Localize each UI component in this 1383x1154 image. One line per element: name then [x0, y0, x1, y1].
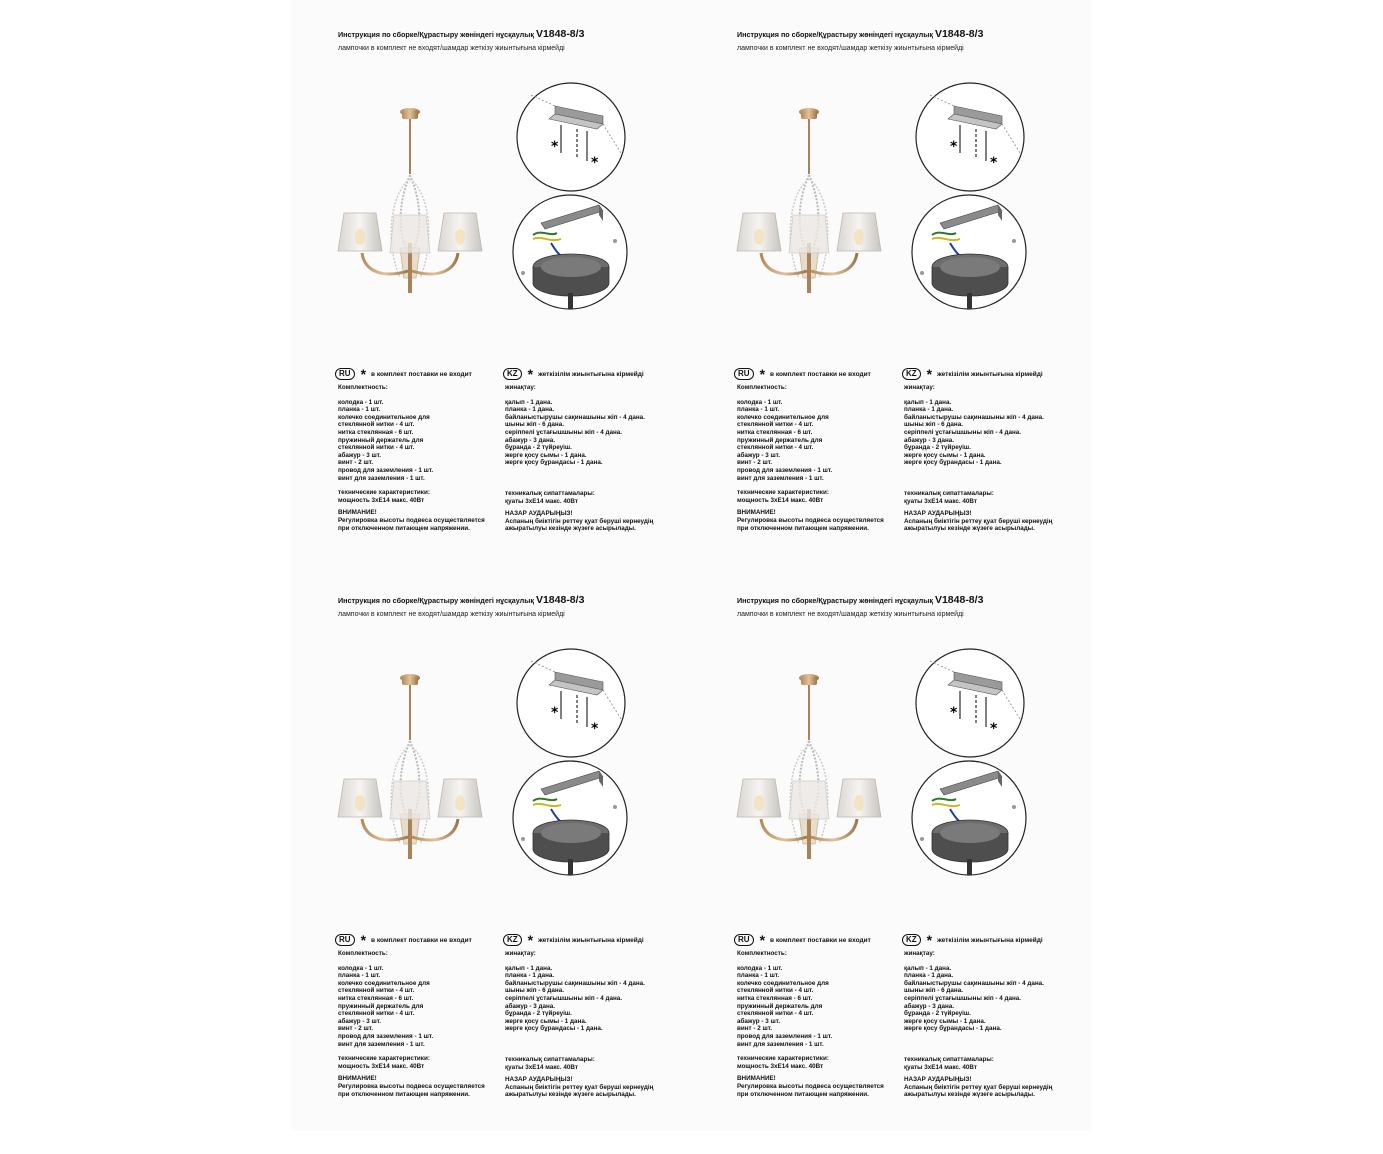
contents-item: қалып - 1 дана.: [505, 398, 553, 406]
chandelier-illustration: [330, 103, 490, 298]
legend-text-kz: жеткізілім жиынтығына кірмейді: [937, 370, 1043, 378]
tech-value: қуаты 3xE14 макс. 40Вт: [904, 1063, 977, 1071]
legend-ru: [734, 934, 871, 946]
tech-heading: технические характеристики:: [737, 489, 829, 497]
warning-line: ажыратылуы кезінде жүзеге асырылады.: [505, 525, 636, 533]
tech-heading: технические характеристики:: [737, 1055, 829, 1063]
instruction-title: [737, 28, 983, 40]
contents-list: [505, 965, 675, 1033]
model-number: V1848-8/3: [535, 594, 585, 606]
contents-item: винт - 2 шт.: [737, 1025, 773, 1033]
contents-item: абажур - 3 дана.: [904, 436, 955, 444]
contents-heading: жинақтау:: [904, 384, 935, 391]
contents-item: колечко соединительное для: [737, 979, 829, 987]
contents-item: колодка - 1 шт.: [737, 398, 783, 406]
instruction-panel: [737, 28, 1127, 588]
instruction-title: [338, 28, 584, 40]
title-text: Инструкция по сборке/Құрастыру жөніндегі нұсқаулық: [338, 30, 534, 39]
bulbs-note: лампочки в комплект не входят/шамдар жеткізу жиынтығына кірмейді: [338, 45, 565, 52]
contents-item: провод для заземления - 1 шт.: [338, 1032, 434, 1040]
contents-item: шыны жіп - 6 дана.: [505, 421, 564, 429]
contents-item: стеклянной нитки - 4 шт.: [338, 421, 415, 429]
mounting-plate-diagram: [515, 647, 627, 759]
contents-item: нитка стеклянная - 6 шт.: [737, 428, 813, 436]
warning-line: Аспаның биіктігін реттеу қуат беруші кернеудің: [505, 517, 654, 525]
contents-item: байланыстырушы сақинашыны жіп - 4 дана.: [904, 413, 1044, 421]
contents-heading: жинақтау:: [505, 384, 536, 391]
contents-item: нитка стеклянная - 6 шт.: [737, 994, 813, 1002]
kz-badge: KZ: [503, 934, 522, 946]
contents-list: [338, 399, 498, 483]
contents-item: стеклянной нитки - 4 шт.: [737, 444, 814, 452]
star-marker: *: [360, 932, 367, 948]
contents-item: пружинный держатель для: [338, 436, 424, 444]
tech-value: қуаты 3xE14 макс. 40Вт: [505, 1063, 578, 1071]
bulbs-note: лампочки в комплект не входят/шамдар жеткізу жиынтығына кірмейді: [737, 45, 964, 52]
warning-line: при отключенном питающем напряжении.: [338, 524, 470, 532]
contents-item: планка - 1 дана.: [505, 406, 555, 414]
star-marker: *: [990, 721, 998, 737]
canopy-wiring-diagram: [511, 193, 629, 311]
warning-line: ажыратылуы кезінде жүзеге асырылады.: [904, 525, 1035, 533]
warning-line: Регулировка высоты подвеса осуществляется: [338, 1082, 485, 1090]
contents-item: стеклянной нитки - 4 шт.: [338, 1010, 415, 1018]
contents-list: [737, 965, 897, 1049]
tech-heading: техникалық сипаттамалары:: [904, 489, 994, 497]
canopy-wiring-diagram: [511, 759, 629, 877]
legend-text-ru: в комплект поставки не входит: [770, 936, 871, 944]
contents-item: бұранда - 2 түйреуіш.: [505, 444, 572, 452]
contents-item: жерге қосу бұрандасы - 1 дана.: [505, 1025, 603, 1033]
contents-item: винт - 2 шт.: [737, 459, 773, 467]
contents-item: колечко соединительное для: [338, 979, 430, 987]
contents-item: байланыстырушы сақинашыны жіп - 4 дана.: [904, 979, 1044, 987]
contents-item: планка - 1 шт.: [737, 972, 780, 980]
warning-heading: НАЗАР АУДАРЫҢЫЗ!: [904, 1076, 972, 1084]
warning-line: Аспаның биіктігін реттеу қуат беруші кернеудің: [505, 1083, 654, 1091]
star-marker: *: [591, 155, 599, 171]
star-marker: *: [926, 932, 933, 948]
kz-badge: KZ: [902, 934, 921, 946]
contents-heading: жинақтау:: [505, 950, 536, 957]
contents-item: шыны жіп - 6 дана.: [505, 987, 564, 995]
legend-kz: [902, 368, 1043, 380]
warning-line: ажыратылуы кезінде жүзеге асырылады.: [505, 1091, 636, 1099]
model-number: V1848-8/3: [934, 28, 984, 40]
legend-text-ru: в комплект поставки не входит: [371, 936, 472, 944]
legend-text-kz: жеткізілім жиынтығына кірмейді: [538, 370, 644, 378]
contents-item: жерге қосу сымы - 1 дана.: [904, 451, 986, 459]
tech-heading: технические характеристики:: [338, 1055, 430, 1063]
contents-item: стеклянной нитки - 4 шт.: [338, 987, 415, 995]
warning-line: ажыратылуы кезінде жүзеге асырылады.: [904, 1091, 1035, 1099]
star-marker: *: [926, 366, 933, 382]
contents-item: бұранда - 2 түйреуіш.: [904, 1010, 971, 1018]
contents-item: абажур - 3 дана.: [505, 1002, 556, 1010]
contents-item: абажур - 3 шт.: [338, 451, 381, 459]
contents-ru: [338, 384, 498, 532]
warning-line: Регулировка высоты подвеса осуществляется: [737, 516, 884, 524]
warning-line: при отключенном питающем напряжении.: [737, 524, 869, 532]
contents-item: нитка стеклянная - 6 шт.: [338, 994, 414, 1002]
kz-badge: KZ: [503, 368, 522, 380]
star-marker: *: [950, 705, 958, 721]
star-marker: *: [360, 366, 367, 382]
star-marker: *: [551, 139, 559, 155]
contents-item: винт для заземления - 1 шт.: [737, 474, 824, 482]
mounting-plate-diagram: [914, 647, 1026, 759]
tech-value: мощность 3xE14 макс. 40Вт: [737, 496, 824, 504]
ru-badge: RU: [734, 368, 754, 380]
contents-kz: [505, 950, 675, 1099]
canopy-wiring-diagram: [910, 193, 1028, 311]
contents-kz: [904, 384, 1074, 533]
title-text: Инструкция по сборке/Құрастыру жөніндегі нұсқаулық: [737, 596, 933, 605]
contents-kz: [505, 384, 675, 533]
canopy-wiring-diagram: [910, 759, 1028, 877]
star-marker: *: [551, 705, 559, 721]
star-marker: *: [527, 366, 534, 382]
contents-item: планка - 1 дана.: [904, 972, 954, 980]
contents-item: винт - 2 шт.: [338, 1025, 374, 1033]
legend-text-kz: жеткізілім жиынтығына кірмейді: [538, 936, 644, 944]
title-text: Инструкция по сборке/Құрастыру жөніндегі нұсқаулық: [737, 30, 933, 39]
contents-item: жерге қосу бұрандасы - 1 дана.: [904, 1025, 1002, 1033]
warning-line: Аспаның биіктігін реттеу қуат беруші кернеудің: [904, 1083, 1053, 1091]
contents-item: пружинный держатель для: [338, 1002, 424, 1010]
contents-item: колечко соединительное для: [338, 413, 430, 421]
contents-item: жерге қосу сымы - 1 дана.: [505, 451, 587, 459]
legend-kz: [503, 934, 644, 946]
contents-item: жерге қосу сымы - 1 дана.: [505, 1017, 587, 1025]
contents-item: абажур - 3 шт.: [737, 1017, 780, 1025]
contents-item: қалып - 1 дана.: [904, 964, 952, 972]
contents-heading: Комплектность:: [737, 950, 787, 957]
contents-item: серіппелі ұстағышшыны жіп - 4 дана.: [904, 428, 1022, 436]
star-marker: *: [950, 139, 958, 155]
warning-heading: ВНИМАНИЕ!: [338, 509, 377, 517]
warning-heading: ВНИМАНИЕ!: [338, 1075, 377, 1083]
warning-line: Аспаның биіктігін реттеу қуат беруші кернеудің: [904, 517, 1053, 525]
contents-item: жерге қосу бұрандасы - 1 дана.: [904, 459, 1002, 467]
chandelier-illustration: [330, 669, 490, 864]
mounting-plate-diagram: [515, 81, 627, 193]
star-marker: *: [990, 155, 998, 171]
warning-heading: ВНИМАНИЕ!: [737, 509, 776, 517]
tech-heading: техникалық сипаттамалары:: [505, 489, 595, 497]
contents-item: колечко соединительное для: [737, 413, 829, 421]
warning-line: при отключенном питающем напряжении.: [338, 1090, 470, 1098]
contents-item: серіппелі ұстағышшыны жіп - 4 дана.: [505, 428, 623, 436]
ru-badge: RU: [335, 368, 355, 380]
contents-item: стеклянной нитки - 4 шт.: [737, 987, 814, 995]
chandelier-illustration: [729, 103, 889, 298]
contents-item: қалып - 1 дана.: [904, 398, 952, 406]
contents-heading: Комплектность:: [338, 950, 388, 957]
contents-item: шыны жіп - 6 дана.: [904, 987, 963, 995]
warning-heading: ВНИМАНИЕ!: [737, 1075, 776, 1083]
contents-item: пружинный держатель для: [737, 1002, 823, 1010]
legend-kz: [503, 368, 644, 380]
contents-heading: жинақтау:: [904, 950, 935, 957]
tech-value: мощность 3xE14 макс. 40Вт: [338, 496, 425, 504]
bulbs-note: лампочки в комплект не входят/шамдар жеткізу жиынтығына кірмейді: [737, 611, 964, 618]
tech-value: мощность 3xE14 макс. 40Вт: [338, 1062, 425, 1070]
model-number: V1848-8/3: [535, 28, 585, 40]
contents-ru: [338, 950, 498, 1098]
star-marker: *: [759, 366, 766, 382]
tech-heading: техникалық сипаттамалары:: [505, 1055, 595, 1063]
ru-badge: RU: [335, 934, 355, 946]
contents-item: провод для заземления - 1 шт.: [737, 466, 833, 474]
contents-item: нитка стеклянная - 6 шт.: [338, 428, 414, 436]
tech-value: мощность 3xE14 макс. 40Вт: [737, 1062, 824, 1070]
contents-item: винт для заземления - 1 шт.: [338, 474, 425, 482]
contents-item: винт для заземления - 1 шт.: [338, 1040, 425, 1048]
legend-ru: [335, 934, 472, 946]
contents-heading: Комплектность:: [737, 384, 787, 391]
warning-heading: НАЗАР АУДАРЫҢЫЗ!: [904, 510, 972, 518]
contents-item: провод для заземления - 1 шт.: [338, 466, 434, 474]
model-number: V1848-8/3: [934, 594, 984, 606]
star-marker: *: [759, 932, 766, 948]
contents-list: [904, 965, 1074, 1033]
tech-heading: технические характеристики:: [338, 489, 430, 497]
contents-item: винт - 2 шт.: [338, 459, 374, 467]
contents-list: [737, 399, 897, 483]
contents-item: жерге қосу сымы - 1 дана.: [904, 1017, 986, 1025]
tech-value: қуаты 3xE14 макс. 40Вт: [904, 497, 977, 505]
contents-item: жерге қосу бұрандасы - 1 дана.: [505, 459, 603, 467]
contents-item: абажур - 3 шт.: [737, 451, 780, 459]
warning-heading: НАЗАР АУДАРЫҢЫЗ!: [505, 1076, 573, 1084]
contents-item: стеклянной нитки - 4 шт.: [338, 444, 415, 452]
contents-item: стеклянной нитки - 4 шт.: [737, 1010, 814, 1018]
chandelier-illustration: [729, 669, 889, 864]
contents-item: винт для заземления - 1 шт.: [737, 1040, 824, 1048]
contents-item: провод для заземления - 1 шт.: [737, 1032, 833, 1040]
title-text: Инструкция по сборке/Құрастыру жөніндегі нұсқаулық: [338, 596, 534, 605]
contents-item: байланыстырушы сақинашыны жіп - 4 дана.: [505, 979, 645, 987]
contents-item: планка - 1 дана.: [505, 972, 555, 980]
contents-item: серіппелі ұстағышшыны жіп - 4 дана.: [904, 994, 1022, 1002]
contents-list: [338, 965, 498, 1049]
instruction-title: [338, 594, 584, 606]
contents-item: абажур - 3 дана.: [904, 1002, 955, 1010]
contents-item: планка - 1 шт.: [338, 406, 381, 414]
instruction-title: [737, 594, 983, 606]
tech-heading: техникалық сипаттамалары:: [904, 1055, 994, 1063]
contents-item: колодка - 1 шт.: [338, 964, 384, 972]
legend-text-kz: жеткізілім жиынтығына кірмейді: [937, 936, 1043, 944]
legend-ru: [335, 368, 472, 380]
contents-item: абажур - 3 дана.: [505, 436, 556, 444]
contents-item: планка - 1 дана.: [904, 406, 954, 414]
legend-ru: [734, 368, 871, 380]
instruction-panel: [338, 594, 728, 1154]
legend-text-ru: в комплект поставки не входит: [371, 370, 472, 378]
legend-text-ru: в комплект поставки не входит: [770, 370, 871, 378]
legend-kz: [902, 934, 1043, 946]
contents-list: [904, 399, 1074, 467]
warning-line: Регулировка высоты подвеса осуществляется: [737, 1082, 884, 1090]
kz-badge: KZ: [902, 368, 921, 380]
contents-ru: [737, 384, 897, 532]
contents-item: абажур - 3 шт.: [338, 1017, 381, 1025]
contents-item: бұранда - 2 түйреуіш.: [904, 444, 971, 452]
contents-item: колодка - 1 шт.: [737, 964, 783, 972]
contents-item: қалып - 1 дана.: [505, 964, 553, 972]
tech-value: қуаты 3xE14 макс. 40Вт: [505, 497, 578, 505]
warning-heading: НАЗАР АУДАРЫҢЫЗ!: [505, 510, 573, 518]
contents-ru: [737, 950, 897, 1098]
warning-line: при отключенном питающем напряжении.: [737, 1090, 869, 1098]
instruction-panel: [737, 594, 1127, 1154]
contents-item: планка - 1 шт.: [737, 406, 780, 414]
contents-item: бұранда - 2 түйреуіш.: [505, 1010, 572, 1018]
contents-item: пружинный держатель для: [737, 436, 823, 444]
contents-item: байланыстырушы сақинашыны жіп - 4 дана.: [505, 413, 645, 421]
contents-kz: [904, 950, 1074, 1099]
contents-heading: Комплектность:: [338, 384, 388, 391]
warning-line: Регулировка высоты подвеса осуществляется: [338, 516, 485, 524]
contents-item: планка - 1 шт.: [338, 972, 381, 980]
star-marker: *: [591, 721, 599, 737]
mounting-plate-diagram: [914, 81, 1026, 193]
contents-item: серіппелі ұстағышшыны жіп - 4 дана.: [505, 994, 623, 1002]
contents-item: шыны жіп - 6 дана.: [904, 421, 963, 429]
contents-item: стеклянной нитки - 4 шт.: [737, 421, 814, 429]
instruction-panel: [338, 28, 728, 588]
contents-list: [505, 399, 675, 467]
ru-badge: RU: [734, 934, 754, 946]
contents-item: колодка - 1 шт.: [338, 398, 384, 406]
bulbs-note: лампочки в комплект не входят/шамдар жеткізу жиынтығына кірмейді: [338, 611, 565, 618]
star-marker: *: [527, 932, 534, 948]
